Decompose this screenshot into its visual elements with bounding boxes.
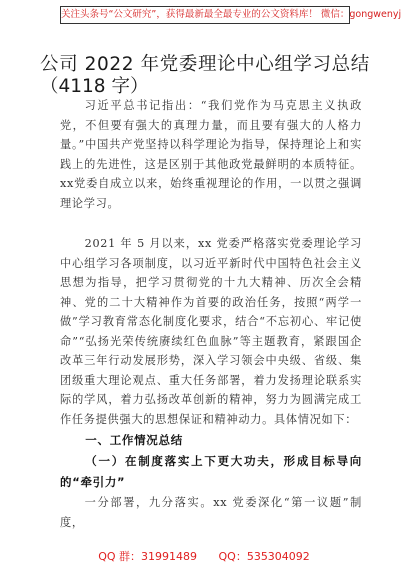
section-heading: 一、工作情况总结 [85, 433, 183, 447]
paragraph: 2021 年 5 月以来，xx 党委严格落实党委理论学习中心组学习各项制度，以习近平新时代中国特色社会主义思想为指导，把学习贯彻党的十九大精神、历次全会精神、党的二十大精神作为首要的政治任务，按照“两学一做”学习教育常态化制度化要求，结合“不忘初心、牢记使命”“弘扬光荣传统赓续红色血脉”等主题教育，紧跟国企改革三年行动发展形势，深入学习领会中央级、省级、集团级重大理论观点、重大任务部署，着力发扬理论联系实际的学风，着力弘扬改革创新的精神，努力为圆满完成工作任务提供强大的思想保证和精神动力。具体情况如下： [60, 237, 362, 426]
document-body [60, 96, 362, 532]
footer-qq-group: QQ 群：31991489 [98, 550, 197, 563]
paragraph: 习近平总书记指出：“我们党作为马克思主义执政党，不但要有强大的真理力量，而且要有强大的人格力量。”中国共产党坚持以科学理论为指导，保持理论上和实践上的先进性，这是区别于其他政党最鲜明的本质特征。xx党委自成立以来，始终重视理论的作用，一以贯之强调理论学习。 [60, 99, 362, 210]
subsection-heading: （一）在制度落实上下更大功夫，形成目标导向的“牵引力” [60, 454, 362, 489]
paragraph: 一分部署，九分落实。xx 党委深化“第一议题”制度， [60, 496, 362, 529]
document-subtitle: （4118 字） [40, 76, 149, 97]
footer-contact [0, 548, 408, 564]
document-title: 公司 2022 年党委理论中心组学习总结 [40, 54, 370, 75]
footer-qq: QQ：535304092 [218, 550, 310, 563]
header-banner: 关注头条号“公文研究”，获得最新最全最专业的公文资料库！ 微信：gongwenyj [60, 6, 350, 24]
